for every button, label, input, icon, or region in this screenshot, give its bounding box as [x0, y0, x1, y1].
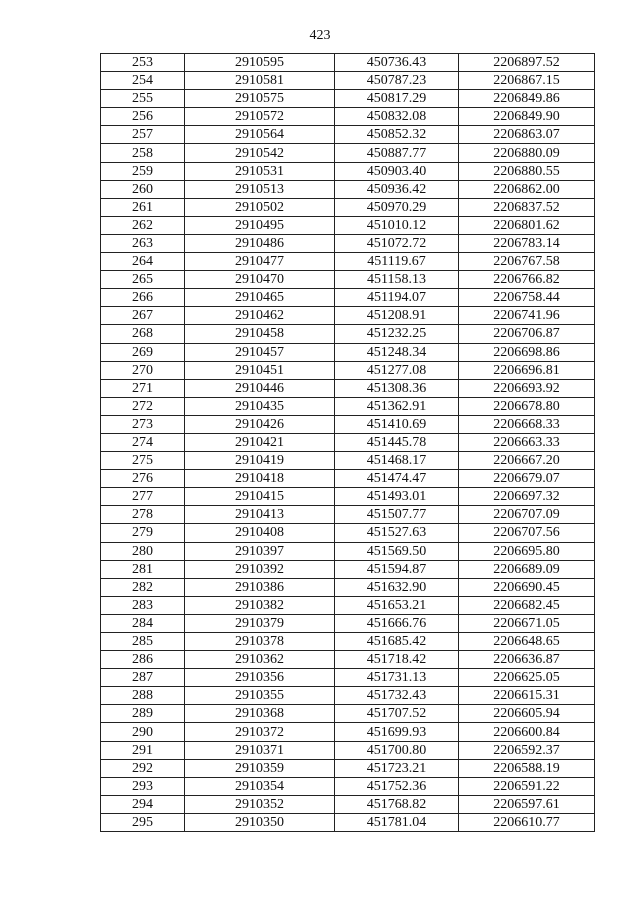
table-row: [101, 415, 595, 433]
point-id-cell: 2910354: [185, 777, 335, 795]
y-coordinate-cell: 2206648.65: [459, 633, 595, 651]
y-coordinate-cell: 2206707.09: [459, 506, 595, 524]
table-row: [101, 470, 595, 488]
point-id-cell: 2910372: [185, 723, 335, 741]
table-row: [101, 669, 595, 687]
row-number-cell: 294: [101, 795, 185, 813]
y-coordinate-cell: 2206668.33: [459, 415, 595, 433]
x-coordinate-cell: 450970.29: [335, 198, 459, 216]
row-number-cell: 266: [101, 289, 185, 307]
x-coordinate-cell: 451468.17: [335, 452, 459, 470]
y-coordinate-cell: 2206678.80: [459, 397, 595, 415]
y-coordinate-cell: 2206862.00: [459, 180, 595, 198]
y-coordinate-cell: 2206597.61: [459, 795, 595, 813]
x-coordinate-cell: 451723.21: [335, 759, 459, 777]
y-coordinate-cell: 2206766.82: [459, 271, 595, 289]
point-id-cell: 2910421: [185, 433, 335, 451]
x-coordinate-cell: 451699.93: [335, 723, 459, 741]
x-coordinate-cell: 450787.23: [335, 72, 459, 90]
x-coordinate-cell: 451474.47: [335, 470, 459, 488]
x-coordinate-cell: 451707.52: [335, 705, 459, 723]
table-row: [101, 560, 595, 578]
x-coordinate-cell: 451308.36: [335, 379, 459, 397]
y-coordinate-cell: 2206863.07: [459, 126, 595, 144]
point-id-cell: 2910408: [185, 524, 335, 542]
table-row: [101, 108, 595, 126]
point-id-cell: 2910465: [185, 289, 335, 307]
point-id-cell: 2910418: [185, 470, 335, 488]
row-number-cell: 253: [101, 54, 185, 72]
x-coordinate-cell: 451569.50: [335, 542, 459, 560]
table-row: [101, 361, 595, 379]
row-number-cell: 257: [101, 126, 185, 144]
y-coordinate-cell: 2206867.15: [459, 72, 595, 90]
table-row: [101, 795, 595, 813]
y-coordinate-cell: 2206758.44: [459, 289, 595, 307]
y-coordinate-cell: 2206849.90: [459, 108, 595, 126]
x-coordinate-cell: 451119.67: [335, 253, 459, 271]
table-row: [101, 452, 595, 470]
y-coordinate-cell: 2206695.80: [459, 542, 595, 560]
y-coordinate-cell: 2206605.94: [459, 705, 595, 723]
row-number-cell: 283: [101, 596, 185, 614]
table-row: [101, 253, 595, 271]
row-number-cell: 259: [101, 162, 185, 180]
y-coordinate-cell: 2206837.52: [459, 198, 595, 216]
y-coordinate-cell: 2206610.77: [459, 813, 595, 831]
row-number-cell: 295: [101, 813, 185, 831]
point-id-cell: 2910371: [185, 741, 335, 759]
point-id-cell: 2910435: [185, 397, 335, 415]
x-coordinate-cell: 451718.42: [335, 651, 459, 669]
point-id-cell: 2910359: [185, 759, 335, 777]
y-coordinate-cell: 2206682.45: [459, 596, 595, 614]
table-row: [101, 180, 595, 198]
x-coordinate-cell: 451768.82: [335, 795, 459, 813]
point-id-cell: 2910458: [185, 325, 335, 343]
point-id-cell: 2910542: [185, 144, 335, 162]
row-number-cell: 277: [101, 488, 185, 506]
row-number-cell: 267: [101, 307, 185, 325]
table-row: [101, 397, 595, 415]
row-number-cell: 271: [101, 379, 185, 397]
row-number-cell: 273: [101, 415, 185, 433]
table-row: [101, 506, 595, 524]
point-id-cell: 2910355: [185, 687, 335, 705]
x-coordinate-cell: 451158.13: [335, 271, 459, 289]
x-coordinate-cell: 451700.80: [335, 741, 459, 759]
x-coordinate-cell: 451781.04: [335, 813, 459, 831]
point-id-cell: 2910575: [185, 90, 335, 108]
row-number-cell: 255: [101, 90, 185, 108]
point-id-cell: 2910352: [185, 795, 335, 813]
x-coordinate-cell: 451653.21: [335, 596, 459, 614]
x-coordinate-cell: 451632.90: [335, 578, 459, 596]
row-number-cell: 268: [101, 325, 185, 343]
table-row: [101, 289, 595, 307]
y-coordinate-cell: 2206591.22: [459, 777, 595, 795]
table-row: [101, 162, 595, 180]
row-number-cell: 284: [101, 614, 185, 632]
y-coordinate-cell: 2206849.86: [459, 90, 595, 108]
y-coordinate-cell: 2206880.09: [459, 144, 595, 162]
table-row: [101, 813, 595, 831]
row-number-cell: 281: [101, 560, 185, 578]
row-number-cell: 286: [101, 651, 185, 669]
row-number-cell: 293: [101, 777, 185, 795]
row-number-cell: 291: [101, 741, 185, 759]
table-row: [101, 54, 595, 72]
x-coordinate-cell: 451685.42: [335, 633, 459, 651]
x-coordinate-cell: 451277.08: [335, 361, 459, 379]
row-number-cell: 262: [101, 216, 185, 234]
row-number-cell: 279: [101, 524, 185, 542]
y-coordinate-cell: 2206663.33: [459, 433, 595, 451]
x-coordinate-cell: 450887.77: [335, 144, 459, 162]
x-coordinate-cell: 451732.43: [335, 687, 459, 705]
point-id-cell: 2910356: [185, 669, 335, 687]
point-id-cell: 2910486: [185, 234, 335, 252]
table-row: [101, 216, 595, 234]
table-row: [101, 144, 595, 162]
x-coordinate-cell: 451194.07: [335, 289, 459, 307]
y-coordinate-cell: 2206689.09: [459, 560, 595, 578]
point-id-cell: 2910457: [185, 343, 335, 361]
point-id-cell: 2910386: [185, 578, 335, 596]
x-coordinate-cell: 451752.36: [335, 777, 459, 795]
y-coordinate-cell: 2206690.45: [459, 578, 595, 596]
y-coordinate-cell: 2206588.19: [459, 759, 595, 777]
table-row: [101, 633, 595, 651]
x-coordinate-cell: 450736.43: [335, 54, 459, 72]
table-row: [101, 433, 595, 451]
y-coordinate-cell: 2206667.20: [459, 452, 595, 470]
table-row: [101, 651, 595, 669]
point-id-cell: 2910379: [185, 614, 335, 632]
y-coordinate-cell: 2206679.07: [459, 470, 595, 488]
x-coordinate-cell: 451410.69: [335, 415, 459, 433]
coordinates-table: [100, 53, 595, 832]
table-row: [101, 524, 595, 542]
row-number-cell: 292: [101, 759, 185, 777]
table-row: [101, 777, 595, 795]
point-id-cell: 2910446: [185, 379, 335, 397]
row-number-cell: 276: [101, 470, 185, 488]
row-number-cell: 278: [101, 506, 185, 524]
point-id-cell: 2910397: [185, 542, 335, 560]
point-id-cell: 2910451: [185, 361, 335, 379]
y-coordinate-cell: 2206767.58: [459, 253, 595, 271]
table-row: [101, 343, 595, 361]
table-row: [101, 759, 595, 777]
table-row: [101, 687, 595, 705]
point-id-cell: 2910513: [185, 180, 335, 198]
table-row: [101, 705, 595, 723]
table-row: [101, 578, 595, 596]
point-id-cell: 2910477: [185, 253, 335, 271]
point-id-cell: 2910572: [185, 108, 335, 126]
y-coordinate-cell: 2206615.31: [459, 687, 595, 705]
table-row: [101, 325, 595, 343]
point-id-cell: 2910495: [185, 216, 335, 234]
point-id-cell: 2910415: [185, 488, 335, 506]
row-number-cell: 264: [101, 253, 185, 271]
row-number-cell: 289: [101, 705, 185, 723]
point-id-cell: 2910426: [185, 415, 335, 433]
table-row: [101, 90, 595, 108]
table-row: [101, 596, 595, 614]
row-number-cell: 263: [101, 234, 185, 252]
y-coordinate-cell: 2206897.52: [459, 54, 595, 72]
row-number-cell: 274: [101, 433, 185, 451]
x-coordinate-cell: 450903.40: [335, 162, 459, 180]
table-row: [101, 307, 595, 325]
x-coordinate-cell: 451208.91: [335, 307, 459, 325]
y-coordinate-cell: 2206636.87: [459, 651, 595, 669]
row-number-cell: 275: [101, 452, 185, 470]
point-id-cell: 2910462: [185, 307, 335, 325]
row-number-cell: 282: [101, 578, 185, 596]
point-id-cell: 2910564: [185, 126, 335, 144]
y-coordinate-cell: 2206880.55: [459, 162, 595, 180]
y-coordinate-cell: 2206592.37: [459, 741, 595, 759]
point-id-cell: 2910470: [185, 271, 335, 289]
table-row: [101, 723, 595, 741]
y-coordinate-cell: 2206801.62: [459, 216, 595, 234]
x-coordinate-cell: 451072.72: [335, 234, 459, 252]
y-coordinate-cell: 2206600.84: [459, 723, 595, 741]
table-row: [101, 542, 595, 560]
point-id-cell: 2910350: [185, 813, 335, 831]
x-coordinate-cell: 451594.87: [335, 560, 459, 578]
table-row: [101, 198, 595, 216]
x-coordinate-cell: 451010.12: [335, 216, 459, 234]
point-id-cell: 2910595: [185, 54, 335, 72]
x-coordinate-cell: 451527.63: [335, 524, 459, 542]
coordinates-table-body: [101, 54, 595, 832]
x-coordinate-cell: 451232.25: [335, 325, 459, 343]
row-number-cell: 290: [101, 723, 185, 741]
row-number-cell: 258: [101, 144, 185, 162]
x-coordinate-cell: 451445.78: [335, 433, 459, 451]
page-number: 423: [309, 28, 331, 43]
y-coordinate-cell: 2206707.56: [459, 524, 595, 542]
row-number-cell: 287: [101, 669, 185, 687]
table-row: [101, 488, 595, 506]
x-coordinate-cell: 451362.91: [335, 397, 459, 415]
table-row: [101, 234, 595, 252]
x-coordinate-cell: 450852.32: [335, 126, 459, 144]
row-number-cell: 265: [101, 271, 185, 289]
point-id-cell: 2910581: [185, 72, 335, 90]
table-row: [101, 72, 595, 90]
point-id-cell: 2910419: [185, 452, 335, 470]
row-number-cell: 260: [101, 180, 185, 198]
row-number-cell: 254: [101, 72, 185, 90]
x-coordinate-cell: 450832.08: [335, 108, 459, 126]
point-id-cell: 2910531: [185, 162, 335, 180]
point-id-cell: 2910382: [185, 596, 335, 614]
y-coordinate-cell: 2206693.92: [459, 379, 595, 397]
y-coordinate-cell: 2206698.86: [459, 343, 595, 361]
row-number-cell: 280: [101, 542, 185, 560]
x-coordinate-cell: 451731.13: [335, 669, 459, 687]
point-id-cell: 2910392: [185, 560, 335, 578]
point-id-cell: 2910502: [185, 198, 335, 216]
row-number-cell: 285: [101, 633, 185, 651]
y-coordinate-cell: 2206706.87: [459, 325, 595, 343]
y-coordinate-cell: 2206625.05: [459, 669, 595, 687]
table-row: [101, 126, 595, 144]
row-number-cell: 256: [101, 108, 185, 126]
row-number-cell: 269: [101, 343, 185, 361]
y-coordinate-cell: 2206671.05: [459, 614, 595, 632]
y-coordinate-cell: 2206696.81: [459, 361, 595, 379]
table-row: [101, 271, 595, 289]
table-row: [101, 614, 595, 632]
row-number-cell: 261: [101, 198, 185, 216]
point-id-cell: 2910362: [185, 651, 335, 669]
x-coordinate-cell: 451666.76: [335, 614, 459, 632]
y-coordinate-cell: 2206783.14: [459, 234, 595, 252]
y-coordinate-cell: 2206741.96: [459, 307, 595, 325]
x-coordinate-cell: 450936.42: [335, 180, 459, 198]
point-id-cell: 2910378: [185, 633, 335, 651]
point-id-cell: 2910413: [185, 506, 335, 524]
x-coordinate-cell: 450817.29: [335, 90, 459, 108]
y-coordinate-cell: 2206697.32: [459, 488, 595, 506]
x-coordinate-cell: 451248.34: [335, 343, 459, 361]
x-coordinate-cell: 451493.01: [335, 488, 459, 506]
x-coordinate-cell: 451507.77: [335, 506, 459, 524]
row-number-cell: 288: [101, 687, 185, 705]
table-row: [101, 741, 595, 759]
row-number-cell: 272: [101, 397, 185, 415]
row-number-cell: 270: [101, 361, 185, 379]
table-row: [101, 379, 595, 397]
point-id-cell: 2910368: [185, 705, 335, 723]
